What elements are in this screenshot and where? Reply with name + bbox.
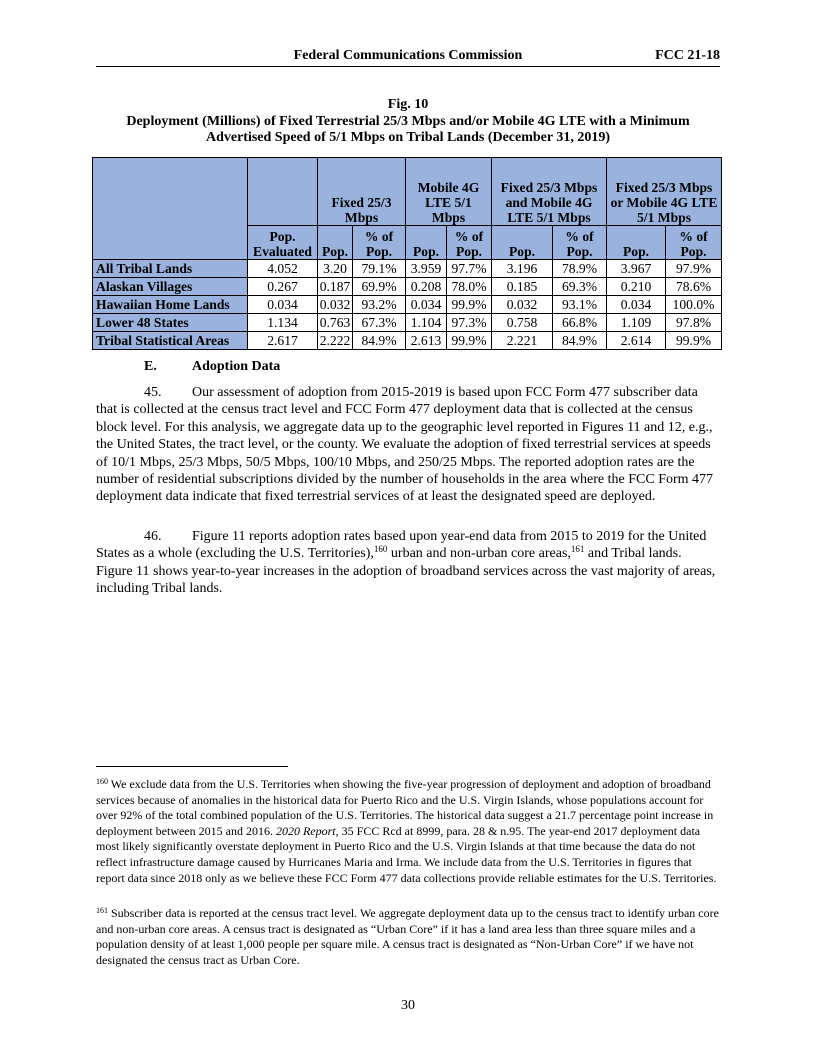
running-header	[96, 48, 720, 66]
footnote-citation: 2020 Report	[275, 823, 336, 838]
col-header: % of Pop.	[353, 226, 406, 260]
table-cell: 93.1%	[553, 296, 607, 314]
section-title: Adoption Data	[192, 359, 281, 374]
footnote-ref-160[interactable]: 160	[373, 544, 388, 555]
row-label: All Tribal Lands	[93, 260, 248, 278]
footnote-text: , 35 FCC Rcd at 8999, para. 28 & n.95. The year-end 2017 deployment data most likely significantly overstate deployment in Puerto Rico and the U.S. Virgin Islands at that time because the data do not reflect infrastructure damage caused by Hurricanes Maria and Irma. We include data from the U.S. Territories in figures that report data since 2018 only as we believe these FCC Form 477 data collections provide reliable estimates for the U.S. Territories.	[96, 823, 717, 885]
figure-title-line1: Deployment (Millions) of Fixed Terrestrial 25/3 Mbps and/or Mobile 4G LTE with a Minimum	[126, 113, 690, 129]
col-header: Pop. Evaluated	[248, 226, 318, 260]
footnote-160	[96, 777, 720, 886]
col-header: % of Pop.	[447, 226, 492, 260]
table-cell: 2.614	[607, 332, 666, 350]
table-cell: 97.8%	[666, 314, 722, 332]
table-cell: 0.187	[318, 278, 353, 296]
header-doc-number: FCC 21-18	[655, 48, 720, 63]
table-row	[93, 260, 722, 278]
figure-title	[96, 97, 720, 147]
group-header: Fixed 25/3 Mbps and Mobile 4G LTE 5/1 Mbps	[492, 158, 607, 226]
table-cell: 0.034	[248, 296, 318, 314]
group-header: Fixed 25/3 Mbps	[318, 158, 406, 226]
table-cell: 99.9%	[447, 296, 492, 314]
table-cell: 84.9%	[553, 332, 607, 350]
paragraph-text: Our assessment of adoption from 2015-2019 is based upon FCC Form 477 subscriber data that is collected at the census tract level and FCC Form 477 deployment data that is collected at the census block level. For this analysis, we aggregate data up to the geographic level reported in Figures 11 and 12, e.g., the United States, the tract level, or the county. We evaluate the adoption of fixed terrestrial services at speeds of 10/1 Mbps, 25/3 Mbps, 50/5 Mbps, 100/10 Mbps, and 250/25 Mbps. The reported adoption rates are the number of residential subscriptions divided by the number of households in the area where the FCC Form 477 deployment data indicate that fixed terrestrial services of at least the designated speed are deployed.	[96, 385, 714, 505]
figure-label: Fig. 10	[387, 97, 429, 112]
table-row	[93, 278, 722, 296]
table-cell: 99.9%	[447, 332, 492, 350]
table-cell: 78.9%	[553, 260, 607, 278]
table-cell: 4.052	[248, 260, 318, 278]
table-cell: 0.185	[492, 278, 553, 296]
paragraph-text: Figure 11 reports adoption rates based upon year-end data from 2015 to 2019 for the United States as a whole (excluding the U.S. Territories),	[96, 529, 707, 562]
deployment-table	[92, 157, 722, 350]
table-cell: 0.210	[607, 278, 666, 296]
page-number: 30	[401, 998, 415, 1013]
table-cell: 84.9%	[353, 332, 406, 350]
paragraph-text: urban and non-urban core areas,	[387, 546, 571, 562]
table-cell: 2.617	[248, 332, 318, 350]
table-cell: 97.3%	[447, 314, 492, 332]
footnote-ref-161[interactable]: 161	[570, 544, 585, 555]
col-header: % of Pop.	[553, 226, 607, 260]
footnote-number: 161	[96, 906, 108, 915]
table-cell: 3.196	[492, 260, 553, 278]
table-cell: 0.208	[406, 278, 447, 296]
table-cell: 0.034	[406, 296, 447, 314]
table-row	[93, 314, 722, 332]
footnote-number: 160	[96, 777, 108, 786]
paragraph-number: 45.	[144, 385, 162, 400]
header-agency: Federal Communications Commission	[293, 48, 523, 63]
table-cell: 0.032	[318, 296, 353, 314]
table-cell: 0.763	[318, 314, 353, 332]
col-header: Pop.	[607, 226, 666, 260]
row-label: Alaskan Villages	[93, 278, 248, 296]
col-header: Pop.	[406, 226, 447, 260]
table-cell: 0.032	[492, 296, 553, 314]
row-label: Lower 48 States	[93, 314, 248, 332]
table-cell: 0.034	[607, 296, 666, 314]
table-header-row	[93, 158, 722, 226]
table-cell: 0.758	[492, 314, 553, 332]
table-cell: 2.221	[492, 332, 553, 350]
col-header: Pop.	[492, 226, 553, 260]
table-row	[93, 296, 722, 314]
table-cell: 99.9%	[666, 332, 722, 350]
footnote-text: We exclude data from the U.S. Territories when showing the five-year progression of deployment and adoption of broadband services because of anomalies in the historical data for Puerto Rico and the U.S. Virgin Islands, whose populations account for over 92% of the total combined population of the U.S. Territories. The historical data suggest a 21.7 percentage point increase in deployment between 2015 and 2016.	[96, 777, 714, 838]
table-row	[93, 332, 722, 350]
footnote-separator	[96, 766, 288, 767]
table-cell: 2.613	[406, 332, 447, 350]
table-cell: 93.2%	[353, 296, 406, 314]
footnote-161	[96, 906, 720, 968]
col-header: Pop.	[318, 226, 353, 260]
table-cell: 1.134	[248, 314, 318, 332]
paragraph-46	[96, 528, 720, 598]
table-cell: 1.104	[406, 314, 447, 332]
section-letter: E.	[144, 359, 157, 374]
col-header: % of Pop.	[666, 226, 722, 260]
table-cell: 79.1%	[353, 260, 406, 278]
table-cell: 0.267	[248, 278, 318, 296]
corner-cell	[93, 158, 248, 260]
table-cell: 3.20	[318, 260, 353, 278]
table-cell: 97.9%	[666, 260, 722, 278]
footnote-text: Subscriber data is reported at the census tract level. We aggregate deployment data up to the census tract to identify urban core and non-urban core areas. A census tract is designated as “Urban Core” if it has a land area less than three square miles and a population density of at least 1,000 people per square mile. A census tract is designated as “Non-Urban Core” if we have not designated the census tract as Urban Core.	[96, 906, 719, 967]
group-header: Mobile 4G LTE 5/1 Mbps	[406, 158, 492, 226]
table-cell: 3.959	[406, 260, 447, 278]
table-cell: 3.967	[607, 260, 666, 278]
table-cell: 69.9%	[353, 278, 406, 296]
table-cell: 1.109	[607, 314, 666, 332]
header-blank	[248, 158, 318, 226]
table-cell: 78.6%	[666, 278, 722, 296]
table-cell: 66.8%	[553, 314, 607, 332]
table-cell: 69.3%	[553, 278, 607, 296]
header-rule	[96, 66, 720, 67]
table-cell: 97.7%	[447, 260, 492, 278]
paragraph-45	[96, 384, 720, 506]
row-label: Hawaiian Home Lands	[93, 296, 248, 314]
table-cell: 78.0%	[447, 278, 492, 296]
paragraph-number: 46.	[144, 529, 162, 544]
row-label: Tribal Statistical Areas	[93, 332, 248, 350]
table-cell: 100.0%	[666, 296, 722, 314]
paragraph-text: and Tribal lands. Figure 11 shows year-to-year increases in the adoption of broadband services across the vast majority of areas, including Tribal lands.	[96, 546, 716, 597]
table-cell: 67.3%	[353, 314, 406, 332]
figure-title-line2: Advertised Speed of 5/1 Mbps on Tribal Lands (December 31, 2019)	[205, 130, 611, 145]
table-cell: 2.222	[318, 332, 353, 350]
group-header: Fixed 25/3 Mbps or Mobile 4G LTE 5/1 Mbps	[607, 158, 722, 226]
